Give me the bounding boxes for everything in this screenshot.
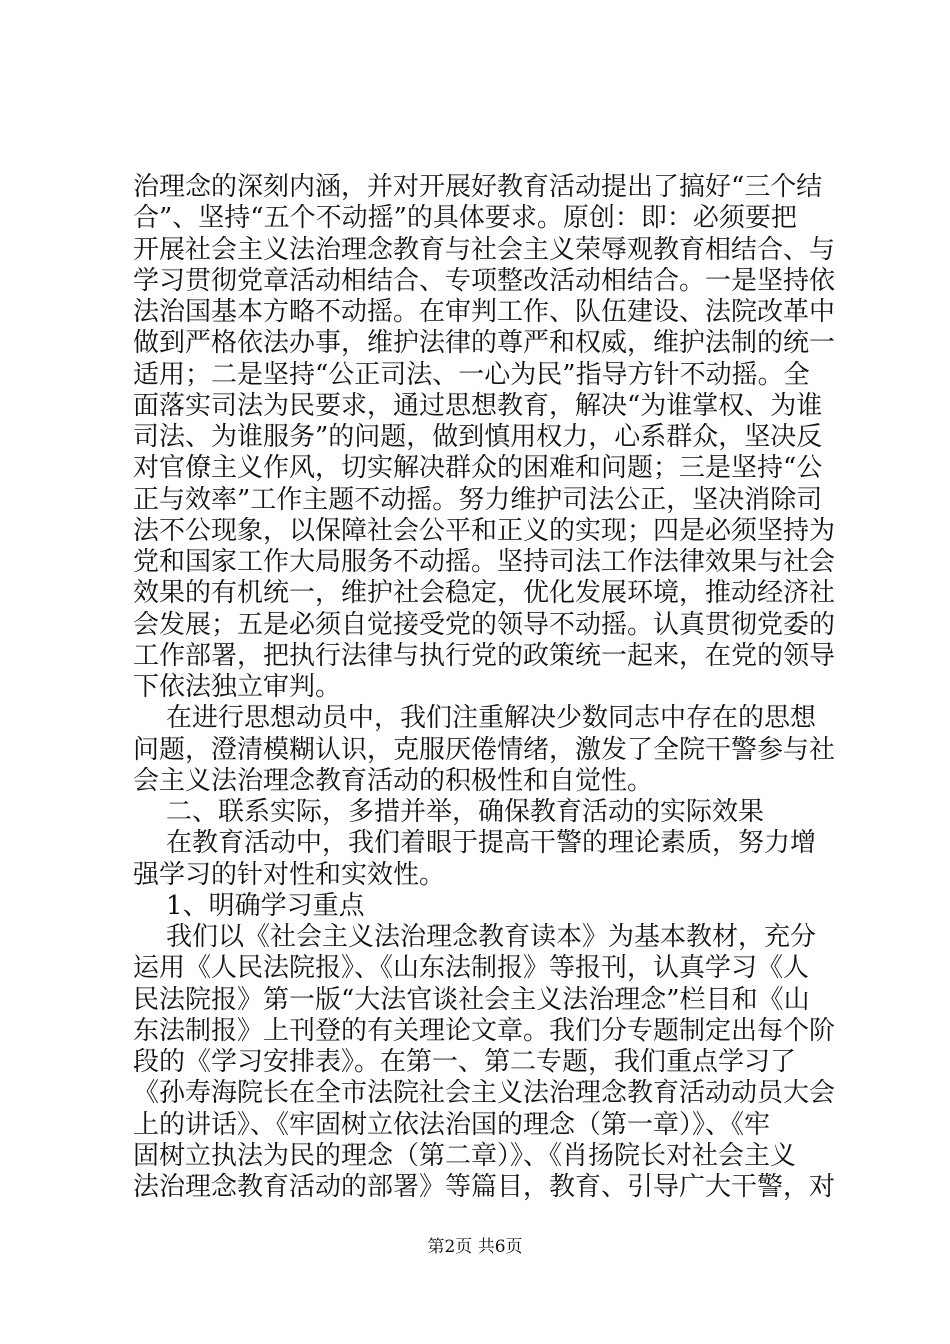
page-footer: 第2页 共6页 [427, 1237, 523, 1257]
text-line: 东法制报》上刊登的有关理论文章。我们分专题制定出每个阶 [133, 1015, 836, 1046]
text-line: 治理念的深刻内涵，并对开展好教育活动提出了搞好“三个结 [133, 172, 823, 202]
text-line: 强学习的针对性和实效性。 [133, 859, 446, 890]
text-line: 开展社会主义法治理念教育与社会主义荣辱观教育相结合、与 [133, 234, 836, 265]
text-line: 学习贯彻党章活动相结合、专项整改活动相结合。一是坚持依 [133, 265, 836, 296]
text-line: 党和国家工作大局服务不动摇。坚持司法工作法律效果与社会 [133, 547, 836, 577]
text-line: 固树立执法为民的理念（第二章）》、《肖扬院长对社会主义 [133, 1140, 797, 1171]
text-line: 问题，澄清模糊认识，克服厌倦情绪，激发了全院干警参与社 [133, 734, 836, 765]
text-line: 正与效率”工作主题不动摇。努力维护司法公正，坚决消除司 [133, 484, 823, 515]
text-line: 法治理念教育活动的部署》等篇目，教育、引导广大干警，对 [133, 1172, 836, 1202]
text-line: 《孙寿海院长在全市法院社会主义法治理念教育活动动员大会 [133, 1078, 836, 1109]
text-line: 会发展；五是必须自觉接受党的领导不动摇。认真贯彻党委的 [133, 609, 836, 640]
text-line: 会主义法治理念教育活动的积极性和自觉性。 [133, 765, 654, 796]
body-text [133, 172, 836, 1203]
text-line: 效果的有机统一，维护社会稳定，优化发展环境，推动经济社 [133, 578, 836, 609]
section-heading: 二、联系实际，多措并举，确保教育活动的实际效果 [133, 797, 765, 827]
paragraph-start-line: 我们以《社会主义法治理念教育读本》为基本教材，充分 [133, 922, 817, 952]
text-line: 做到严格依法办事，维护法律的尊严和权威，维护法制的统一 [133, 328, 836, 359]
text-line: 司法、为谁服务”的问题，做到慎用权力，心系群众，坚决反 [133, 422, 823, 452]
text-line: 对官僚主义作风，切实解决群众的困难和问题；三是坚持“公 [133, 453, 823, 484]
paragraph-start-line: 在教育活动中，我们着眼于提高干警的理论素质，努力增 [133, 828, 817, 859]
text-line: 法治国基本方略不动摇。在审判工作、队伍建设、法院改革中 [133, 297, 836, 327]
text-line: 民法院报》第一版“大法官谈社会主义法治理念”栏目和《山 [133, 984, 810, 1015]
text-line: 合”、坚持“五个不动摇”的具体要求。原创：即：必须要把 [133, 203, 797, 234]
text-line: 下依法独立审判。 [133, 672, 342, 702]
text-line: 工作部署，把执行法律与执行党的政策统一起来，在党的领导 [133, 640, 836, 671]
paragraph-start-line: 在进行思想动员中，我们注重解决少数同志中存在的思想 [133, 703, 817, 734]
text-line: 段的《学习安排表》。在第一、第二专题，我们重点学习了 [133, 1047, 797, 1077]
subsection-heading: 1、明确学习重点 [133, 890, 365, 921]
text-line: 适用；二是坚持“公正司法、一心为民”指导方针不动摇。全 [133, 359, 810, 390]
text-line: 法不公现象，以保障社会公平和正义的实现；四是必须坚持为 [133, 515, 836, 546]
text-line: 运用《人民法院报》、《山东法制报》等报刊，认真学习《人 [133, 953, 810, 984]
text-line: 上的讲话》、《牢固树立依法治国的理念（第一章）》、《牢 [133, 1109, 771, 1140]
text-line: 面落实司法为民要求，通过思想教育，解决“为谁掌权、为谁 [133, 390, 823, 421]
